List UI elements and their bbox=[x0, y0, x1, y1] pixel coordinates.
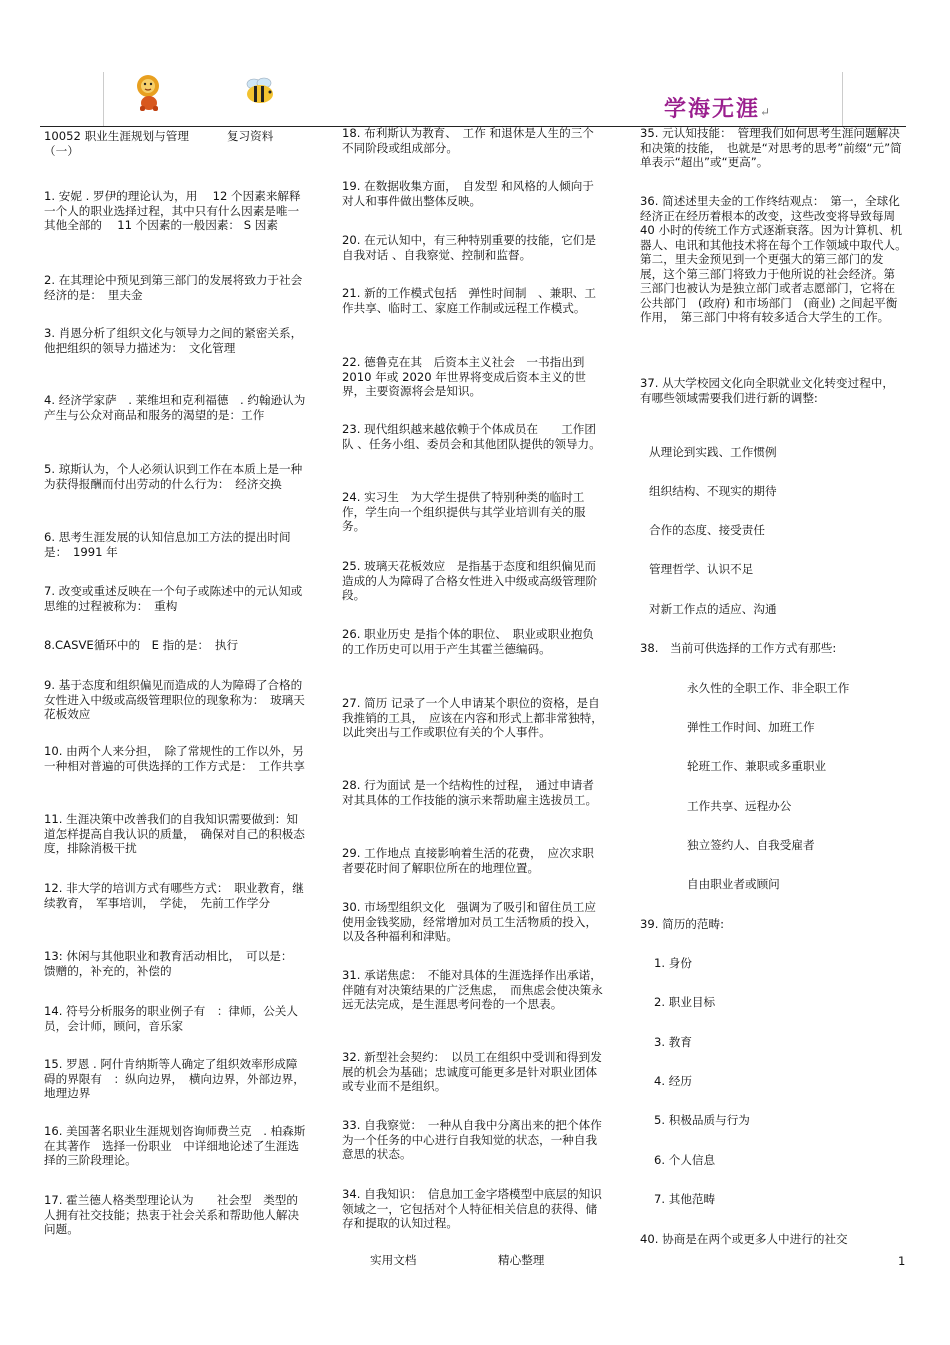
doc-subtitle: 复习资料 bbox=[226, 129, 274, 143]
question-19: 19. 在数据收集方面， 自发型 和风格的人倾向于对人和事件做出整体反映。 bbox=[342, 179, 594, 208]
brand-logo bbox=[664, 92, 772, 123]
answer-38-item: 工作共享、远程办公 bbox=[687, 799, 792, 813]
question-35: 35. 元认知技能： 管理我们如何思考生涯问题解决和决策的技能， 也就是“对思考的思考”前缀“元”简单表示“超出”或“更高”。 bbox=[640, 126, 902, 169]
doc-part: （一） bbox=[44, 144, 79, 158]
question-38: 38. 当前可供选择的工作方式有那些: bbox=[640, 641, 837, 655]
footer-left: 实用文档 bbox=[370, 1253, 417, 1267]
question-28: 28. 行为面试 是一个结构性的过程， 通过申请者对其具体的工作技能的演示来帮助雇主选拔员工。 bbox=[342, 778, 598, 807]
question-29: 29. 工作地点 直接影响着生活的花费， 应次求职者要花时间了解职位所在的地理位置。 bbox=[342, 846, 594, 875]
answer-37-item: 管理哲学、认识不足 bbox=[649, 562, 754, 576]
question-26: 26. 职业历史 是指个体的职位、 职业或职业抱负的工作历史可以用于产生其霍兰德编码。 bbox=[342, 627, 594, 656]
question-33: 33. 自我察觉： 一种从自我中分离出来的把个体作为一个任务的中心进行自我知觉的状态，一种自我意思的状态。 bbox=[342, 1118, 602, 1161]
question-39: 39. 简历的范畴: bbox=[640, 917, 724, 931]
answer-38-item: 自由职业者或顾问 bbox=[687, 877, 780, 891]
answer-39-item: 3. 教育 bbox=[654, 1035, 692, 1049]
question-3: 3. 肖恩分析了组织文化与领导力之间的紧密关系，他把组织的领导力描述为： 文化管理 bbox=[44, 326, 303, 355]
answer-37-item: 从理论到实践、工作惯例 bbox=[649, 445, 777, 459]
answer-39-item: 2. 职业目标 bbox=[654, 995, 716, 1009]
question-13: 13: 休闲与其他职业和教育活动相比， 可以是： 馈赠的，补充的，补偿的 bbox=[44, 949, 299, 978]
lion-cartoon-icon bbox=[128, 72, 172, 112]
question-37: 37. 从大学校园文化向全职就业文化转变过程中，有哪些领域需要我们进行新的调整: bbox=[640, 376, 894, 405]
answer-37-item: 组织结构、不现实的期待 bbox=[649, 484, 777, 498]
answer-37-item: 对新工作点的适应、沟通 bbox=[649, 602, 777, 616]
footer-right: 精心整理 bbox=[498, 1253, 545, 1267]
question-34: 34. 自我知识： 信息加工金字塔模型中底层的知识领域之一，它包括对个人特征相关信息的获得、储存和提取的认知过程。 bbox=[342, 1187, 602, 1230]
answer-39-item: 7. 其他范畴 bbox=[654, 1192, 716, 1206]
question-17: 17. 霍兰德人格类型理论认为 社会型 类型的人拥有社交技能；热衷于社会关系和帮助他人解决问题。 bbox=[44, 1193, 300, 1236]
question-12: 12. 非大学的培训方式有哪些方式： 职业教育，继续教育， 军事培训， 学徒， 先前工作学分 bbox=[44, 881, 304, 910]
question-40: 40. 协商是在两个或更多人中进行的社交 bbox=[640, 1232, 848, 1246]
answer-37-item: 合作的态度、接受责任 bbox=[649, 523, 765, 537]
question-10: 10. 由两个人来分担， 除了常规性的工作以外，另一种相对普遍的可供选择的工作方式是： 工作共享 bbox=[44, 744, 305, 773]
document-title bbox=[44, 129, 306, 159]
question-2: 2. 在其理论中预见到第三部门的发展将致力于社会经济的是： 里夫金 bbox=[44, 273, 303, 302]
question-6: 6. 思考生涯发展的认知信息加工方法的提出时间是： 1991 年 bbox=[44, 530, 291, 559]
question-20: 20. 在元认知中，有三种特别重要的技能，它们是 自我对话 、自我察觉、控制和监督。 bbox=[342, 233, 596, 262]
question-32: 32. 新型社会契约： 以员工在组织中受训和得到发展的机会为基础；忠诚度可能更多是针对职业团体或专业而不是组织。 bbox=[342, 1050, 602, 1093]
question-21: 21. 新的工作模式包括 弹性时间制 、兼职、工作共享、临时工、家庭工作制或远程工作模式。 bbox=[342, 286, 596, 315]
question-7: 7. 改变或重述反映在一个句子或陈述中的元认知或思维的过程被称为： 重构 bbox=[44, 584, 303, 613]
question-18: 18. 布利斯认为教育、 工作 和退休是人生的三个不同阶段或组成部分。 bbox=[342, 126, 594, 155]
answer-39-item: 4. 经历 bbox=[654, 1074, 692, 1088]
header-divider bbox=[842, 72, 843, 126]
brand-text: 学海无涯 bbox=[664, 96, 761, 122]
question-22: 22. 德鲁克在其 后资本主义社会 一书指出到 2010 年或 2020 年世界将变成后资本主义的世界，主要资源将会是知识。 bbox=[342, 355, 586, 398]
bee-cartoon-icon bbox=[240, 76, 280, 106]
answer-38-item: 轮班工作、兼职或多重职业 bbox=[687, 759, 827, 773]
question-24: 24. 实习生 为大学生提供了特别种类的临时工作，学生向一个组织提供与其学业培训有关的服务。 bbox=[342, 490, 586, 533]
answer-39-item: 5. 积极品质与行为 bbox=[654, 1113, 750, 1127]
question-4: 4. 经济学家萨 . 莱维坦和克利福德 . 约翰逊认为产生与公众对商品和服务的渴望的是：工作 bbox=[44, 393, 306, 422]
course-title: 职业生涯规划与管理 bbox=[84, 129, 189, 143]
answer-39-item: 6. 个人信息 bbox=[654, 1153, 716, 1167]
question-5: 5. 琼斯认为，个人必须认识到工作在本质上是一种为获得报酬而付出劳动的什么行为： 经济交换 bbox=[44, 462, 303, 491]
question-30: 30. 市场型组织文化 强调为了吸引和留住员工应使用金钱奖励，经常增加对员工生活物质的投入，以及各种福利和津贴。 bbox=[342, 900, 598, 943]
question-11: 11. 生涯决策中改善我们的自我知识需要做到：知道怎样提高自我认识的质量， 确保对自己的积极态度，排除消极干扰 bbox=[44, 812, 305, 855]
question-23: 23. 现代组织越来越依赖于个体成员在 工作团队 、任务小组、委员会和其他团队提供的领导力。 bbox=[342, 422, 601, 451]
answer-38-item: 永久性的全职工作、非全职工作 bbox=[687, 681, 850, 695]
brand-mark: ↵ bbox=[760, 105, 773, 119]
answer-39-item: 1. 身份 bbox=[654, 956, 692, 970]
question-16: 16. 美国著名职业生涯规划咨询师费兰克 . 柏森斯在其著作 选择一份职业 中详细地论述了生涯选择的三阶段理论。 bbox=[44, 1124, 306, 1167]
course-code: 10052 bbox=[44, 129, 81, 143]
question-25: 25. 玻璃天花板效应 是指基于态度和组织偏见而造成的人为障碍了合格女性进入中级或高级管理阶段。 bbox=[342, 559, 598, 602]
question-1: 1. 安妮 . 罗伊的理论认为，用 12 个因素来解释一个人的职业选择过程，其中只有什么因素是唯一其他全部的 11 个因素的一般因素： S 因素 bbox=[44, 189, 301, 232]
question-36: 36. 简述述里夫金的工作终结观点： 第一，全球化经济正在经历着根本的改变，这些改变将导致每周 40 小时的传统工作方式逐渐衰落。因为计算机、机器人、电讯和其他技术将在每个工作领域中取代人。 第二，里夫金预见到一个更强大的第三部门的发展，这个第三部门将致力于他所说的社会经济。第三部门也被认为是独立部门或者志愿部门，它将在公共部门 (政府) 和市场部门 (商业) 之间起平衡作用， 第三部门中将有较多适合大学生的工作。 bbox=[640, 194, 913, 324]
answer-38-item: 独立签约人、自我受雇者 bbox=[687, 838, 815, 852]
answer-38-item: 弹性工作时间、加班工作 bbox=[687, 720, 815, 734]
question-9: 9. 基于态度和组织偏见而造成的人为障碍了合格的女性进入中级或高级管理职位的现象称为： 玻璃天花板效应 bbox=[44, 678, 305, 721]
question-14: 14. 符号分析服务的职业例子有 ：律师，公关人员，会计师，顾问，音乐家 bbox=[44, 1004, 298, 1033]
page-number: 1 bbox=[898, 1254, 906, 1268]
header-divider bbox=[103, 72, 104, 126]
question-8: 8.CASVE循环中的 E 指的是： 执行 bbox=[44, 638, 239, 652]
question-15: 15. 罗恩 . 阿什肯纳斯等人确定了组织效率形成障碍的界限有 ：纵向边界， 横向边界，外部边界，地理边界 bbox=[44, 1057, 305, 1100]
question-27: 27. 简历 记录了一个人申请某个职位的资格，是自我推销的工具， 应该在内容和形式上都非常独特，以此突出与工作或职位有关的个人事件。 bbox=[342, 696, 603, 739]
question-31: 31. 承诺焦虑： 不能对具体的生涯选择作出承诺，伴随有对决策结果的广泛焦虑， 而焦虑会使决策永远无法完成，是生涯思考问卷的一个思表。 bbox=[342, 968, 603, 1011]
